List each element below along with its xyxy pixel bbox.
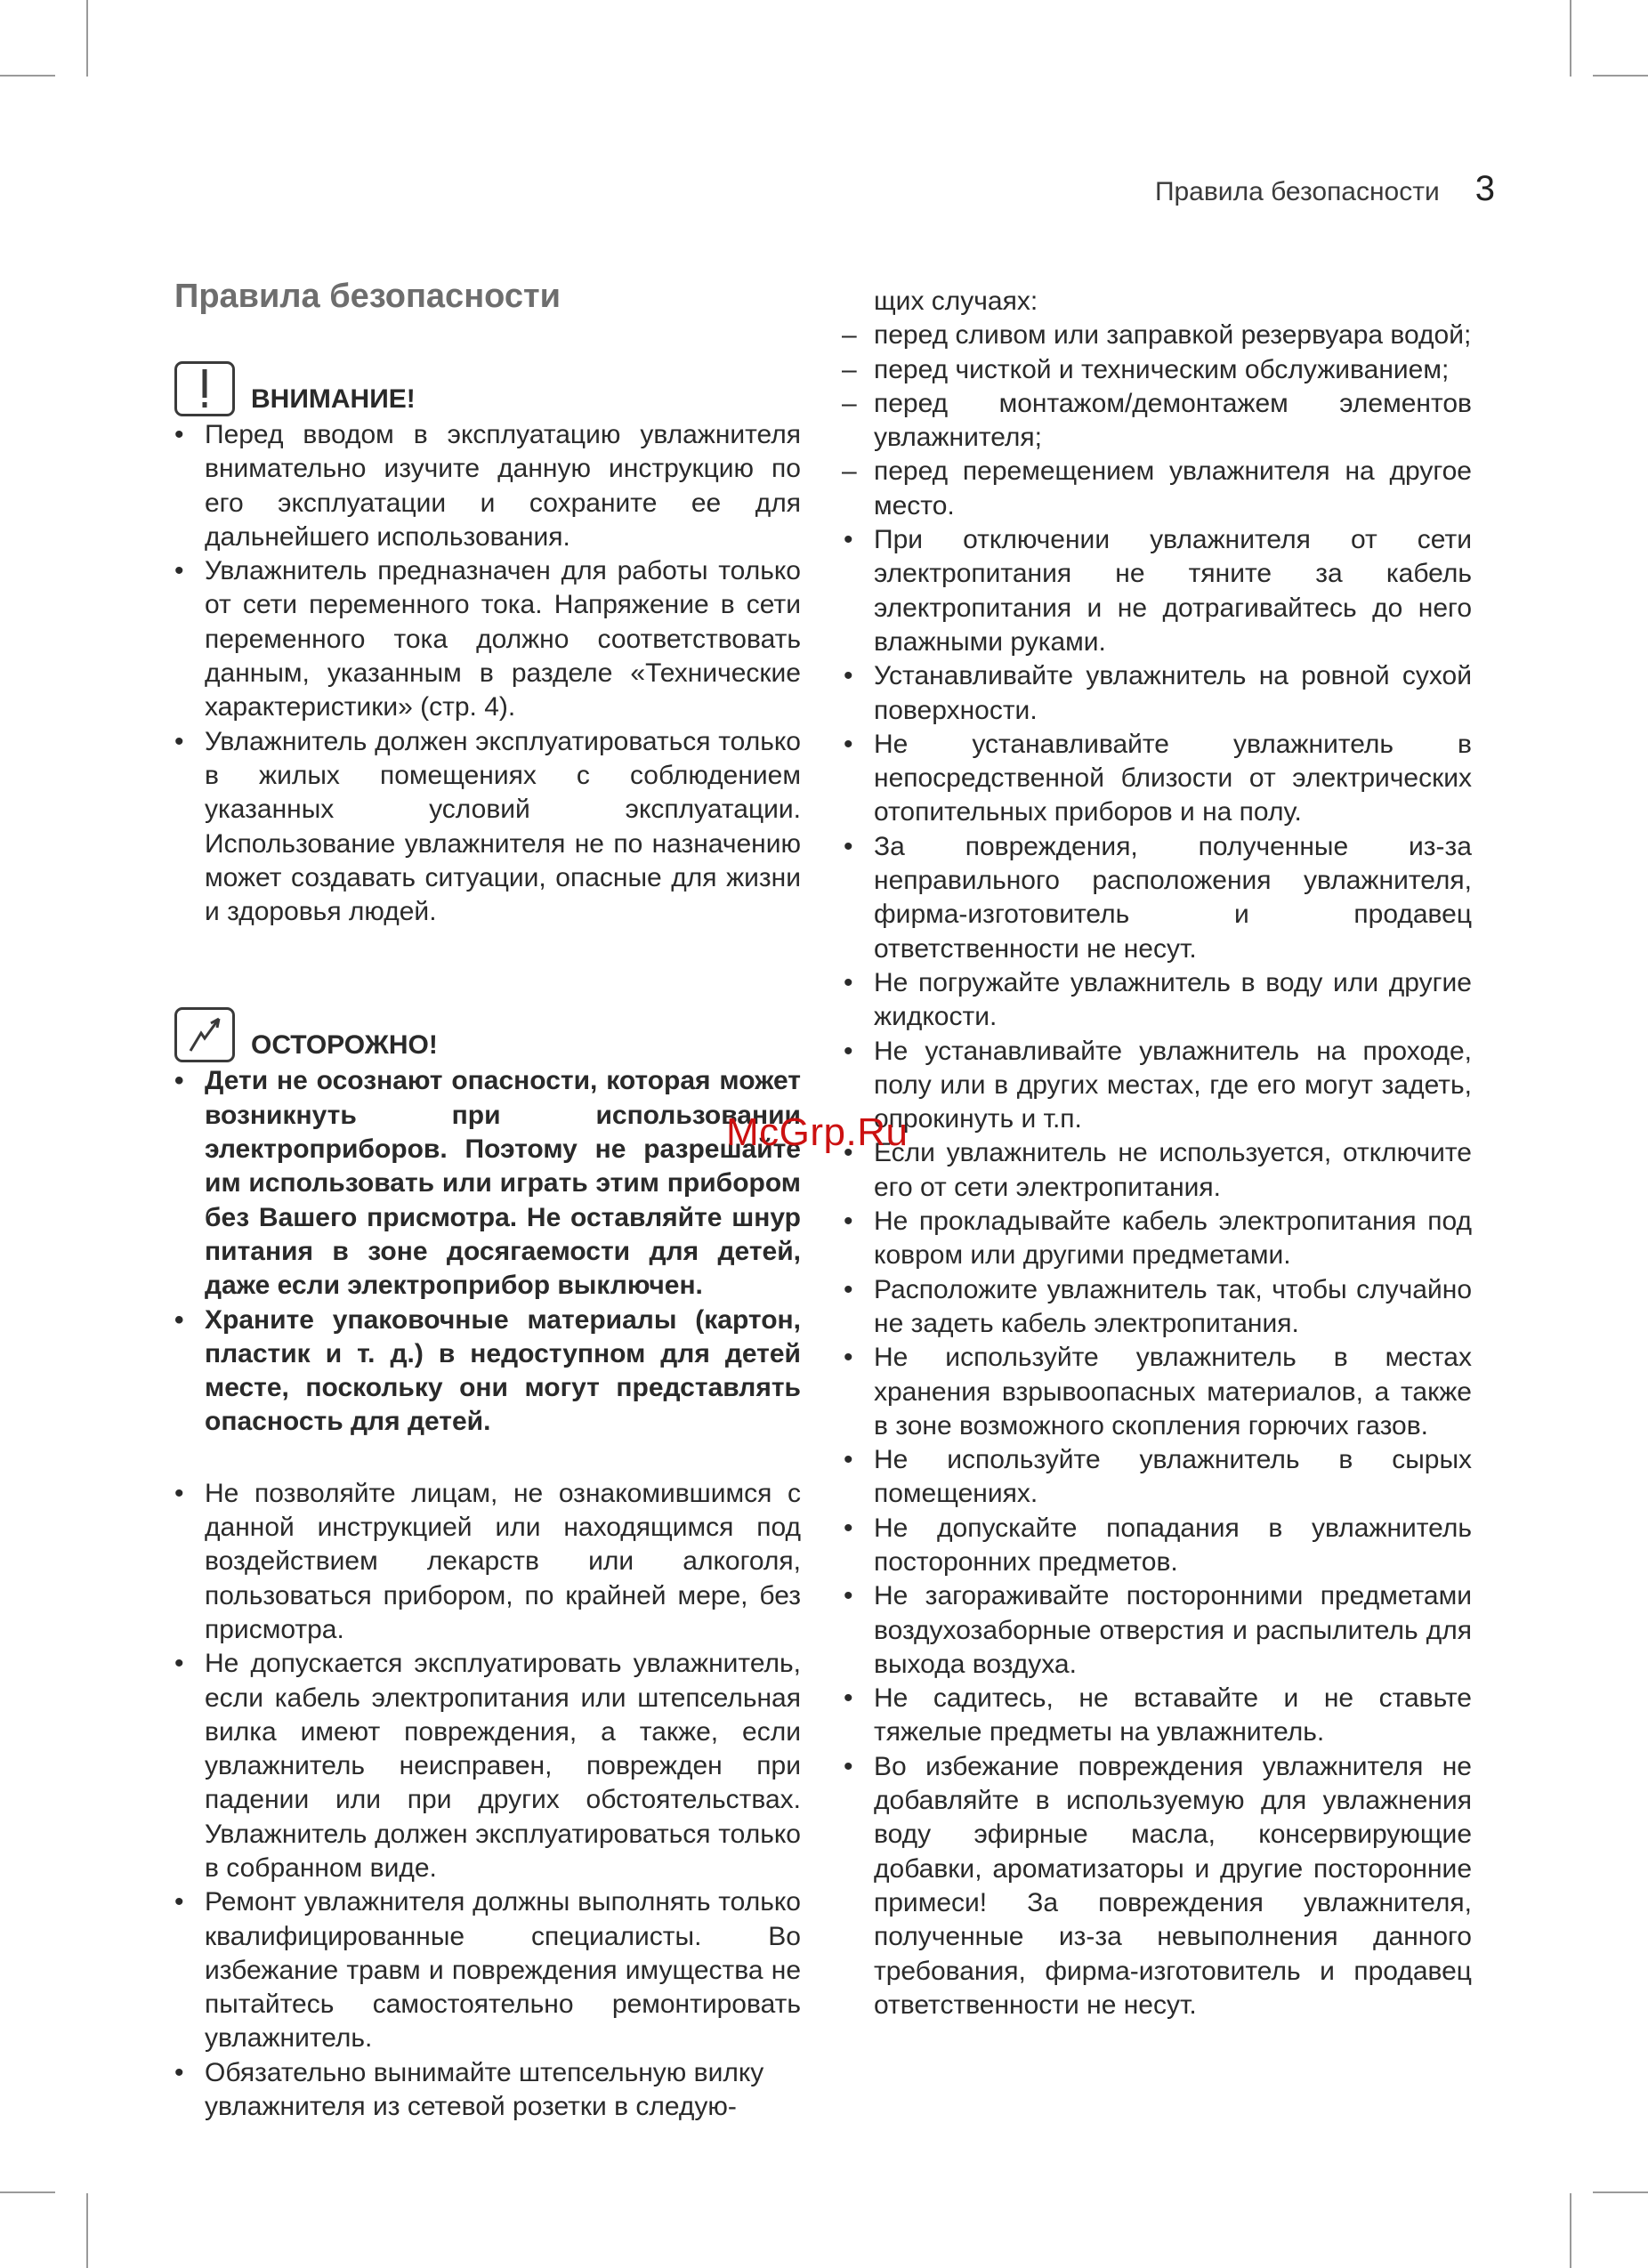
left-column (174, 352, 801, 2124)
list-item: • Не прокладывайте кабель электропитания под ковром или другими предметами. (844, 1205, 1472, 1273)
list-item: – перед перемещением увлажнителя на другое место. (844, 455, 1472, 523)
crop-mark (86, 0, 88, 77)
caution-list (174, 1477, 801, 2125)
list-item: • Увлажнитель должен эксплуатироваться только в жилых помещениях с соблюдением указанных условий эксплуатации. Использование увлажнителя не по назначению может создавать ситуации, опасные для жизни и здоровья людей. (174, 725, 801, 930)
attention-label: ВНИМАНИЕ! (251, 384, 416, 414)
list-item: • Обязательно вынимайте штепсельную вилку увлажнителя из сетевой розетки в следую- (174, 2056, 801, 2125)
exclamation-icon (174, 361, 235, 416)
continuation-line: щих случаях: (874, 287, 1038, 316)
list-item: • Не позволяйте лицам, не ознакомившимся с данной инструкцией или находящимся под воздействием лекарств или алкоголя, пользоваться прибором, по крайней мере, без присмотра. (174, 1477, 801, 1647)
disconnect-cases-list (844, 319, 1472, 523)
list-item: • Если увлажнитель не используется, отключите его от сети электропитания. (844, 1136, 1472, 1205)
list-item: • Перед вводом в эксплуатацию увлажнителя внимательно изучите данную инструкцию по его эксплуатации и сохраните ее для дальнейшего использования. (174, 418, 801, 554)
list-item: • Не допускается эксплуатировать увлажнитель, если кабель электропитания или штепсельная вилка имеют повреждения, а также, если увлажнитель неисправен, поврежден при падении или при других обстоятельствах. Увлажнитель должен эксплуатироваться только в собранном виде. (174, 1647, 801, 1885)
list-item: – перед чисткой и техническим обслуживанием; (844, 353, 1472, 387)
list-item: • Ремонт увлажнителя должны выполнять только квалифицированные специалисты. Во избежание травм и повреждения имущества не пытайтесь самостоятельно ремонтировать увлажнитель. (174, 1885, 801, 2055)
list-item: • Устанавливайте увлажнитель на ровной сухой поверхности. (844, 659, 1472, 728)
page-number: 3 (1474, 169, 1495, 208)
list-item: • Не устанавливайте увлажнитель в непосредственной близости от электрических отопительных приборов и на полу. (844, 728, 1472, 830)
caution-label: ОСТОРОЖНО! (251, 1030, 438, 1061)
list-item: • Не допускайте попадания в увлажнитель посторонних предметов. (844, 1512, 1472, 1580)
crop-mark (1593, 75, 1648, 77)
list-item: • Расположите увлажнитель так, чтобы случайно не задеть кабель электропитания. (844, 1273, 1472, 1342)
list-item: • Не садитесь, не вставайте и не ставьте тяжелые предметы на увлажнитель. (844, 1682, 1472, 1750)
attention-list (174, 418, 801, 929)
crop-mark (1570, 2193, 1571, 2268)
list-item: • Не погружайте увлажнитель в воду или другие жидкости. (844, 966, 1472, 1035)
list-item: – перед монтажом/демонтажем элементов увлажнителя; (844, 387, 1472, 456)
caution-notice (174, 998, 801, 1062)
list-item: • Не устанавливайте увлажнитель на проходе, полу или в других местах, где его могут задеть, опрокинуть и т.п. (844, 1035, 1472, 1137)
list-item: • Во избежание повреждения увлажнителя не добавляйте в используемую для увлажнения воду эфирные масла, консервирующие добавки, ароматизаторы и другие посторонние примеси! За повреждения увлажнителя, полученные из-за невыполнения данного требования, фирма-изготовитель и продавец ответственности не несут. (844, 1750, 1472, 2022)
list-item: • Увлажнитель предназначен для работы только от сети переменного тока. Напряжение в сети переменного тока должно соответствовать данным, указанным в разделе «Технические характеристики» (стр. 4). (174, 554, 801, 724)
list-item: • Храните упаковочные материалы (картон, пластик и т. д.) в недоступном для детей месте, поскольку они могут представлять опасность для детей. (174, 1303, 801, 1440)
crop-mark (0, 2191, 55, 2193)
running-header (1023, 169, 1495, 209)
crop-mark (86, 2193, 88, 2268)
right-column (844, 285, 1472, 2022)
list-item: • Не используйте увлажнитель в сырых помещениях. (844, 1443, 1472, 1512)
caution-bold-list (174, 1064, 801, 1439)
section-title: Правила безопасности (174, 278, 561, 315)
watermark: McGrp.Ru (726, 1110, 909, 1154)
list-item: • За повреждения, полученные из-за неправильного расположения увлажнителя, фирма-изготовитель и продавец ответственности не несут. (844, 830, 1472, 966)
safety-rules-list (844, 523, 1472, 2022)
electric-hazard-icon (174, 1007, 235, 1062)
attention-notice (174, 352, 801, 416)
crop-mark (1570, 0, 1571, 77)
crop-mark (0, 75, 55, 77)
crop-mark (1593, 2191, 1648, 2193)
list-item: • Дети не осознают опасности, которая может возникнуть при использовании электроприборов. Поэтому не разрешайте им использовать или играть этим прибором без Вашего присмотра. Не оставляйте шнур питания в зоне досягаемости для детей, даже если электроприбор выключен. (174, 1064, 801, 1303)
list-item: – перед сливом или заправкой резервуара водой; (844, 319, 1472, 352)
list-item: • При отключении увлажнителя от сети электропитания не тяните за кабель электропитания и не дотрагивайтесь до него влажными руками. (844, 523, 1472, 659)
list-item: • Не загораживайте посторонними предметами воздухозаборные отверстия и распылитель для выхода воздуха. (844, 1579, 1472, 1682)
list-item: • Не используйте увлажнитель в местах хранения взрывоопасных материалов, а также в зоне возможного скопления горючих газов. (844, 1341, 1472, 1443)
running-title: Правила безопасности (1154, 177, 1440, 206)
